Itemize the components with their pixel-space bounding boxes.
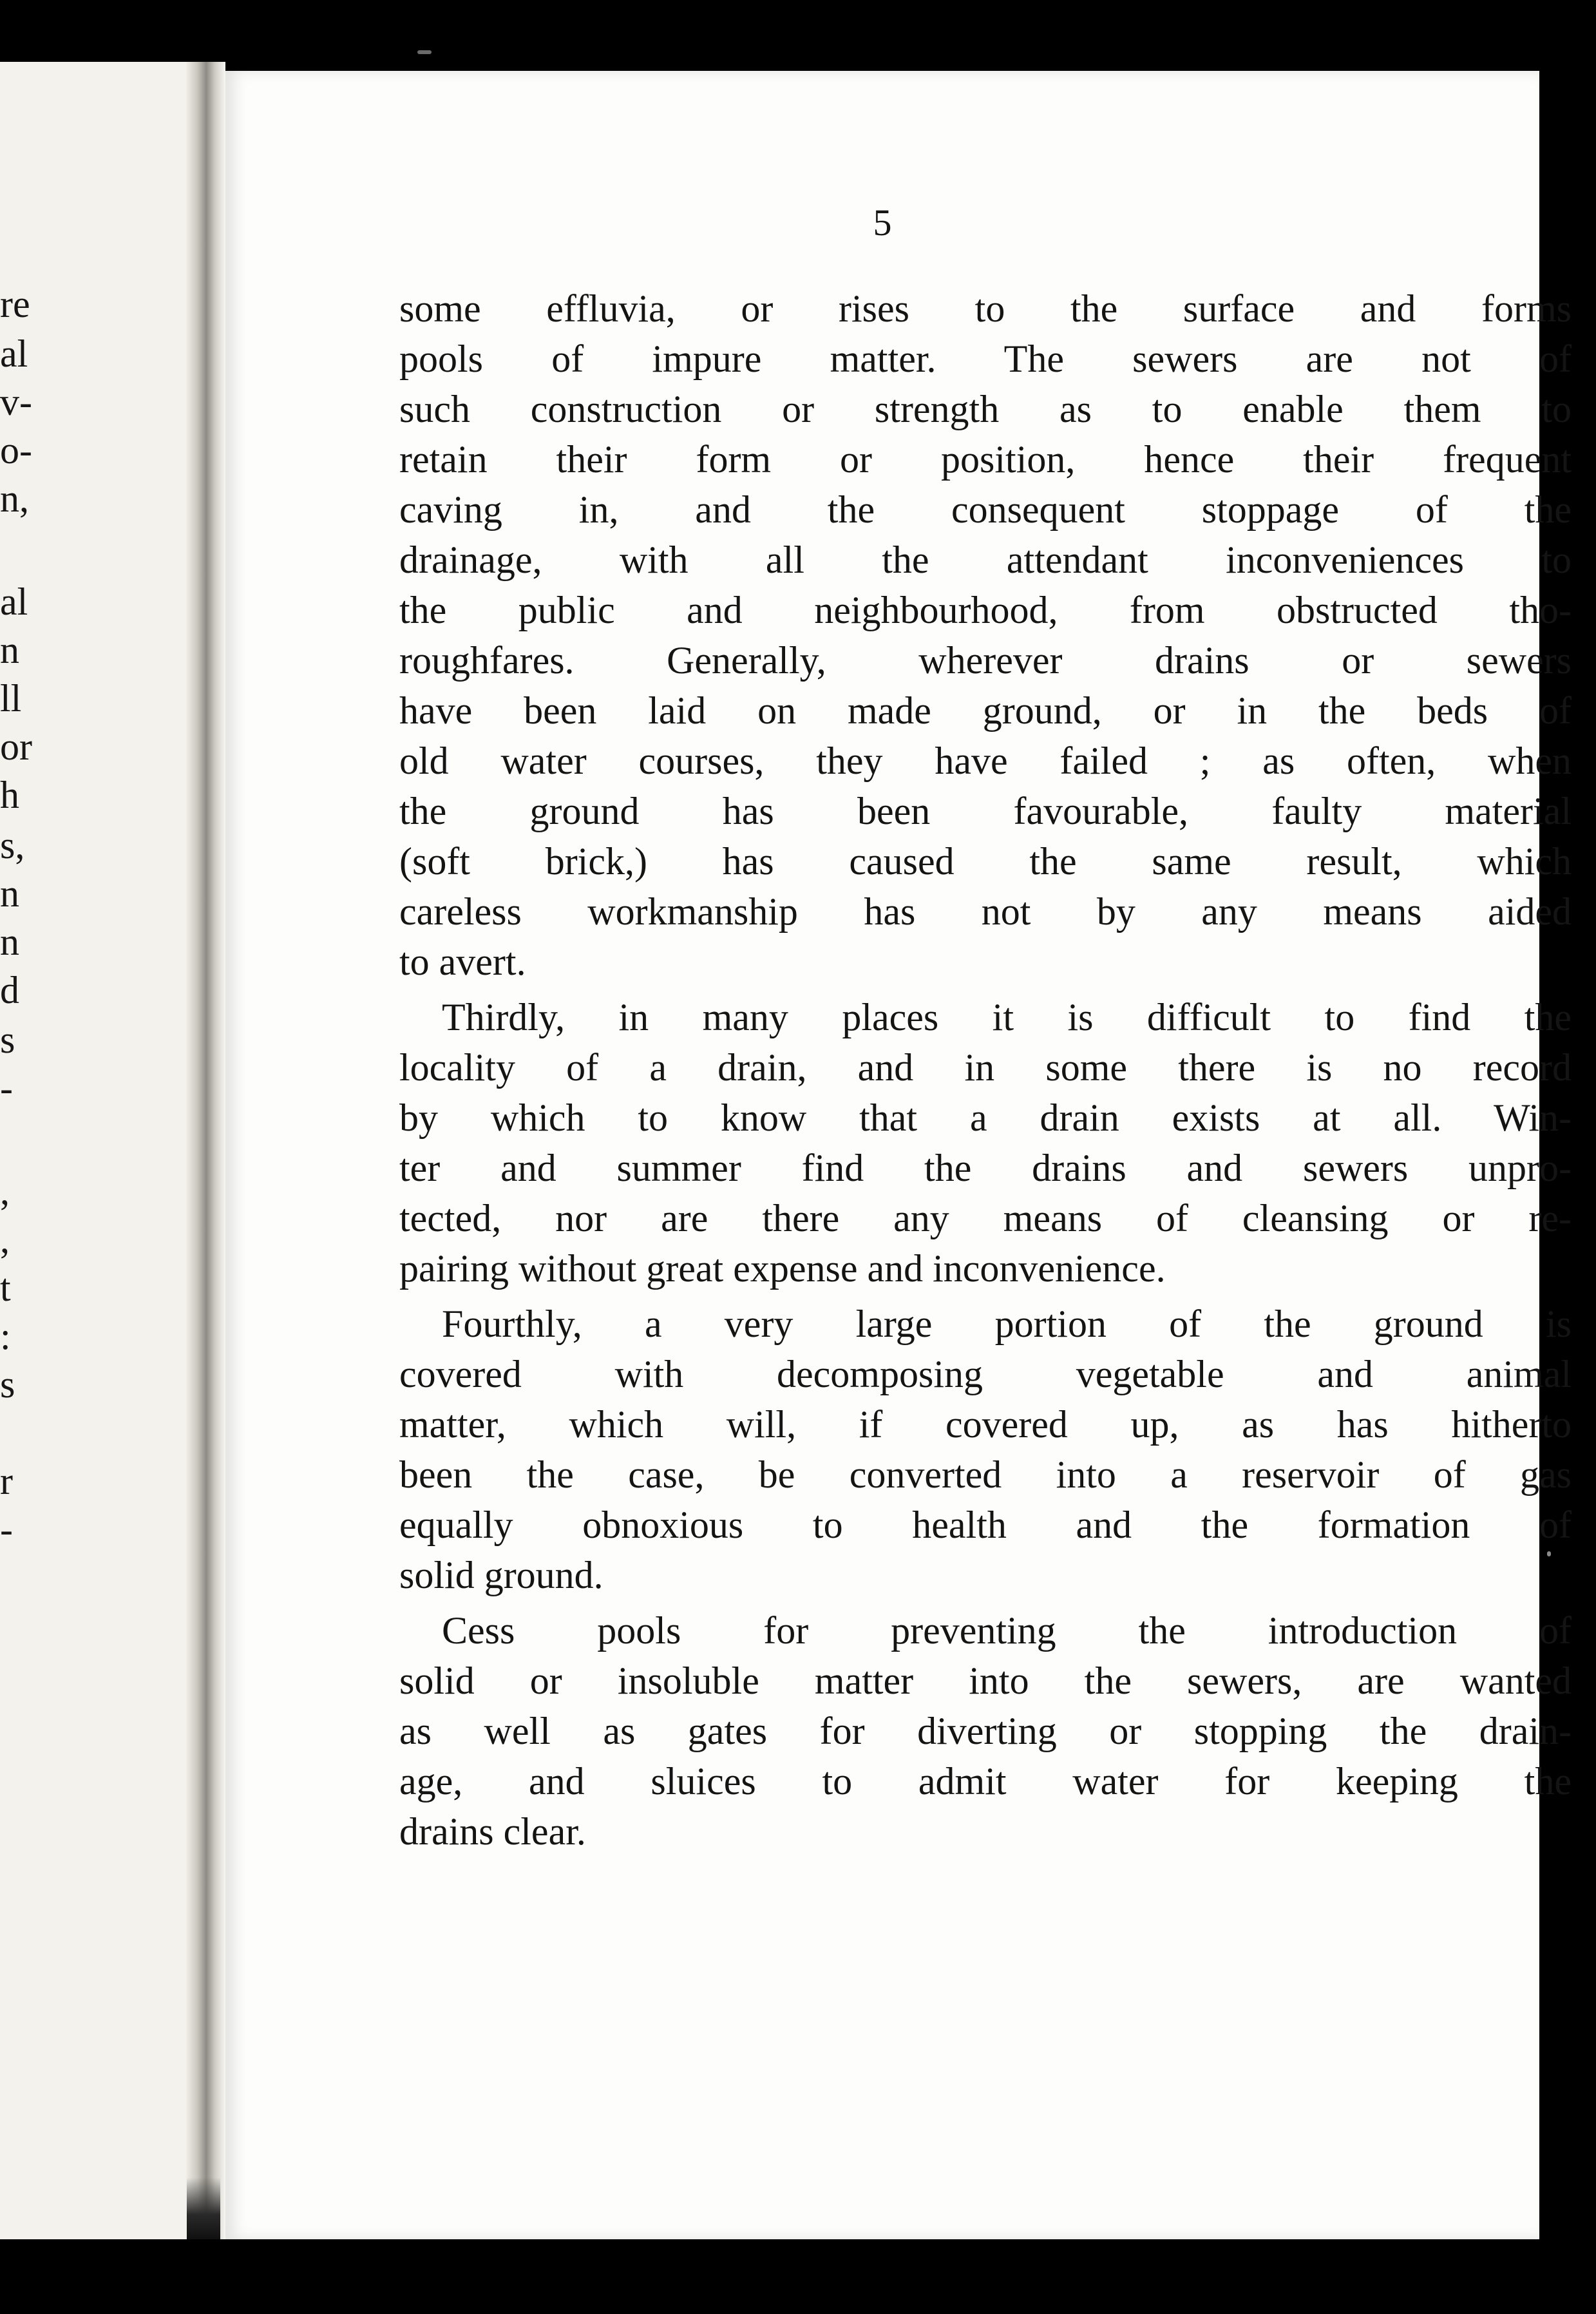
previous-page-fragment: r	[0, 1460, 13, 1502]
text-line: have been laid on made ground, or in the beds of	[399, 689, 1572, 732]
previous-page-fragment: -	[0, 1067, 13, 1109]
previous-page-fragment: or	[0, 725, 32, 768]
paragraph	[399, 1299, 1572, 1600]
previous-page-fragment: h	[0, 774, 19, 816]
previous-page-line	[0, 1062, 213, 1114]
text-line: old water courses, they have failed ; as often, when	[399, 740, 1572, 782]
text-line: pools of impure matter. The sewers are not of	[399, 338, 1572, 380]
text-line: by which to know that a drain exists at all. Win-	[399, 1096, 1572, 1139]
previous-page-fragment: v-	[0, 381, 32, 423]
text-line: some effluvia, or rises to the surface and forms	[399, 287, 1572, 330]
previous-page-line	[0, 1165, 213, 1217]
previous-page-line	[0, 964, 213, 1016]
text-line: such construction or strength as to enable them to	[399, 388, 1572, 430]
previous-page-fragment: ,	[0, 1218, 10, 1261]
text-line: retain their form or position, hence their frequent	[399, 438, 1572, 481]
text-line: pairing without great expense and inconvenience.	[399, 1247, 1166, 1290]
page-body	[399, 283, 1572, 1862]
text-line: to avert.	[399, 941, 526, 983]
previous-page-fragment: al	[0, 580, 28, 623]
previous-page-fragment: :	[0, 1315, 11, 1357]
text-line: equally obnoxious to health and the formation of	[399, 1504, 1572, 1546]
text-line: the ground has been favourable, faulty material	[399, 790, 1572, 832]
text-line: the public and neighbourhood, from obstructed tho-	[399, 589, 1572, 631]
previous-page-line	[0, 769, 213, 821]
text-line: tected, nor are there any means of cleansing or re-	[399, 1197, 1572, 1239]
text-line: covered with decomposing vegetable and animal	[399, 1353, 1572, 1395]
previous-page-sliver	[0, 62, 213, 2239]
paragraph	[399, 283, 1572, 987]
previous-page-fragment: t	[0, 1267, 11, 1309]
text-line: Fourthly, a very large portion of the ground is	[442, 1303, 1572, 1345]
scan-speck	[417, 50, 432, 54]
previous-page-line	[0, 1214, 213, 1265]
text-line: roughfares. Generally, wherever drains or sewers	[399, 639, 1572, 682]
previous-page-line	[0, 1310, 213, 1362]
text-line: careless workmanship has not by any means aided	[399, 890, 1572, 933]
text-line: solid or insoluble matter into the sewers, are wanted	[399, 1659, 1572, 1702]
previous-page-line	[0, 328, 213, 379]
previous-page-line	[0, 425, 213, 476]
text-line: been the case, be converted into a reservoir of gas	[399, 1453, 1572, 1496]
previous-page-fragment: -	[0, 1508, 13, 1551]
text-line: locality of a drain, and in some there is no record	[399, 1046, 1572, 1089]
previous-page-line	[0, 819, 213, 871]
previous-page-fragment: s,	[0, 824, 25, 866]
text-line: drains clear.	[399, 1810, 586, 1853]
previous-page-line	[0, 868, 213, 919]
previous-page-fragment: s	[0, 1018, 15, 1061]
text-line: solid ground.	[399, 1554, 603, 1596]
previous-page-fragment: o-	[0, 429, 32, 472]
previous-page-line	[0, 721, 213, 772]
previous-page-line	[0, 521, 213, 573]
previous-page-fragment: re	[0, 283, 30, 325]
previous-page-fragment: al	[0, 332, 28, 375]
paragraph	[399, 992, 1572, 1294]
previous-page-fragment: n,	[0, 477, 29, 520]
previous-page-line	[0, 1504, 213, 1555]
previous-page-line	[0, 576, 213, 627]
page	[225, 71, 1572, 2239]
text-line: as well as gates for diverting or stopping the drain-	[399, 1710, 1572, 1752]
page-number: 5	[873, 202, 892, 244]
text-line: Cess pools for preventing the introduction of	[442, 1609, 1572, 1652]
book-gutter	[185, 62, 225, 2239]
text-line: drainage, with all the attendant inconveniences to	[399, 539, 1572, 581]
previous-page-fragment: ll	[0, 677, 22, 720]
previous-page-line	[0, 1359, 213, 1410]
paragraph	[399, 1605, 1572, 1857]
gutter-shadow	[187, 2177, 220, 2239]
previous-page-line	[0, 624, 213, 676]
text-line: Thirdly, in many places it is difficult to find the	[442, 996, 1572, 1038]
text-line: matter, which will, if covered up, as has hitherto	[399, 1403, 1572, 1446]
previous-page-fragment: n	[0, 872, 19, 915]
previous-page-line	[0, 376, 213, 428]
text-line: age, and sluices to admit water for keeping the	[399, 1760, 1572, 1802]
previous-page-line	[0, 1455, 213, 1507]
previous-page-line	[0, 1014, 213, 1066]
previous-page-line	[0, 473, 213, 524]
previous-page-fragment: d	[0, 969, 19, 1011]
previous-page-line	[0, 916, 213, 968]
text-line: ter and summer find the drains and sewers unpro-	[399, 1147, 1572, 1189]
previous-page-fragment: n	[0, 921, 19, 963]
text-line: (soft brick,) has caused the same result, which	[399, 840, 1572, 883]
previous-page-fragment: s	[0, 1363, 15, 1406]
previous-page-line	[0, 1407, 213, 1458]
previous-page-line	[0, 1262, 213, 1314]
scan-speck	[1547, 1551, 1551, 1556]
previous-page-fragment: n	[0, 629, 19, 671]
previous-page-fragment: ,	[0, 1170, 10, 1212]
previous-page-line	[0, 278, 213, 330]
text-line: caving in, and the consequent stoppage of the	[399, 488, 1572, 531]
previous-page-line	[0, 1111, 213, 1162]
previous-page-line	[0, 673, 213, 724]
